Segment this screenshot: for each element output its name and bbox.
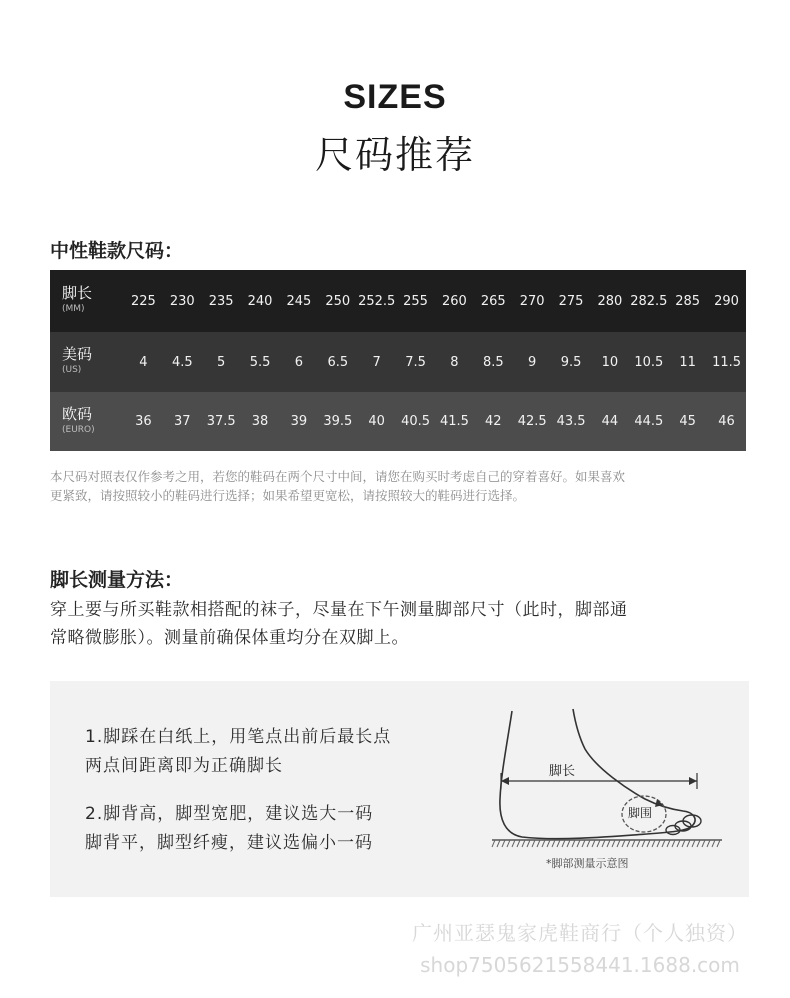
size-cell: 40	[357, 392, 396, 451]
size-cell: 9	[513, 332, 552, 392]
size-cell: 42.5	[513, 392, 552, 451]
foot-outline-icon	[500, 709, 695, 839]
size-cell: 8.5	[474, 332, 513, 392]
size-cell: 10.5	[629, 332, 668, 392]
size-cell: 6	[280, 332, 319, 392]
size-cell: 6.5	[318, 332, 357, 392]
size-row-unit: (EURO)	[62, 424, 95, 435]
watermark-shop-name: 广州亚瑟鬼家虎鞋商行（个人独资）	[412, 921, 748, 945]
step-line: 两点间距离即为正确脚长	[85, 756, 283, 776]
size-cell: 240	[241, 270, 280, 332]
size-cell: 38	[241, 392, 280, 451]
size-cell: 7.5	[396, 332, 435, 392]
size-cell: 275	[552, 270, 591, 332]
size-cell: 285	[668, 270, 707, 332]
size-row-label: 美码	[62, 345, 93, 363]
size-note-line: 更紧致，请按照较小的鞋码进行选择；如果希望更宽松，请按照较大的鞋码进行选择。	[50, 488, 526, 503]
size-cell: 270	[513, 270, 552, 332]
measure-section-title: 脚长测量方法：	[50, 569, 184, 591]
size-cell: 44.5	[629, 392, 668, 451]
size-cell: 11	[668, 332, 707, 392]
size-cell: 41.5	[435, 392, 474, 451]
measure-instruction-box	[50, 681, 749, 897]
size-row-header	[50, 332, 124, 392]
diagram-caption: *脚部测量示意图	[546, 857, 629, 870]
size-cell: 44	[591, 392, 630, 451]
size-cell: 39	[280, 392, 319, 451]
size-row-unit: (MM)	[62, 304, 85, 314]
size-table	[50, 270, 746, 451]
size-cell: 10	[591, 332, 630, 392]
label-foot-girth: 脚围	[628, 806, 653, 820]
step-line: 脚背平，脚型纤瘦，建议选偏小一码	[85, 833, 373, 853]
size-cell: 5.5	[241, 332, 280, 392]
size-cell: 43.5	[552, 392, 591, 451]
size-cell: 280	[591, 270, 630, 332]
size-cell: 37	[163, 392, 202, 451]
title-chinese: 尺码推荐	[314, 133, 475, 177]
size-cell: 250	[318, 270, 357, 332]
size-cell: 45	[668, 392, 707, 451]
size-cell: 39.5	[318, 392, 357, 451]
measure-step-2	[85, 800, 485, 858]
size-cell: 5	[202, 332, 241, 392]
size-cell: 8	[435, 332, 474, 392]
size-cell: 235	[202, 270, 241, 332]
size-cell: 252.5	[357, 270, 396, 332]
size-cell: 7	[357, 332, 396, 392]
size-row-label: 欧码	[62, 404, 93, 423]
size-cell: 46	[707, 392, 746, 451]
size-note-line: 本尺码对照表仅作参考之用，若您的鞋码在两个尺寸中间，请您在购买时考虑自己的穿着喜好。如果喜欢	[50, 469, 626, 484]
label-foot-length: 脚长	[549, 764, 576, 779]
size-row-unit: (US)	[62, 365, 82, 375]
size-cell: 40.5	[396, 392, 435, 451]
size-cell: 4	[124, 332, 163, 392]
size-row-header	[50, 392, 124, 451]
size-cell: 11.5	[707, 332, 746, 392]
size-row-label: 脚长	[62, 284, 93, 302]
size-note	[50, 467, 750, 505]
measure-intro-line: 常略微膨胀）。测量前确保体重均分在双脚上。	[50, 628, 409, 648]
size-cell: 265	[474, 270, 513, 332]
size-cell: 230	[163, 270, 202, 332]
size-cell: 290	[707, 270, 746, 332]
size-cell: 4.5	[163, 332, 202, 392]
step-line: 1.脚踩在白纸上，用笔点出前后最长点	[85, 727, 392, 747]
size-cell: 42	[474, 392, 513, 451]
size-cell: 9.5	[552, 332, 591, 392]
size-row	[50, 332, 746, 392]
size-cell: 36	[124, 392, 163, 451]
step-line: 2.脚背高，脚型宽肥，建议选大一码	[85, 804, 374, 824]
watermark-shop-url: shop7505621558441.1688.com	[420, 953, 740, 977]
size-cell: 225	[124, 270, 163, 332]
measure-step-1	[85, 723, 485, 781]
size-cell: 255	[396, 270, 435, 332]
title-english: SIZES	[343, 78, 447, 116]
size-cell: 282.5	[629, 270, 668, 332]
foot-diagram	[487, 699, 727, 849]
measure-intro-line: 穿上要与所买鞋款相搭配的袜子，尽量在下午测量脚部尺寸（此时，脚部通	[50, 600, 628, 620]
size-cell: 260	[435, 270, 474, 332]
size-cell: 245	[280, 270, 319, 332]
size-row	[50, 270, 746, 332]
size-row-header	[50, 270, 124, 332]
size-cell: 37.5	[202, 392, 241, 451]
size-section-title: 中性鞋款尺码：	[50, 240, 184, 262]
measure-intro	[50, 596, 750, 652]
size-row	[50, 392, 746, 451]
